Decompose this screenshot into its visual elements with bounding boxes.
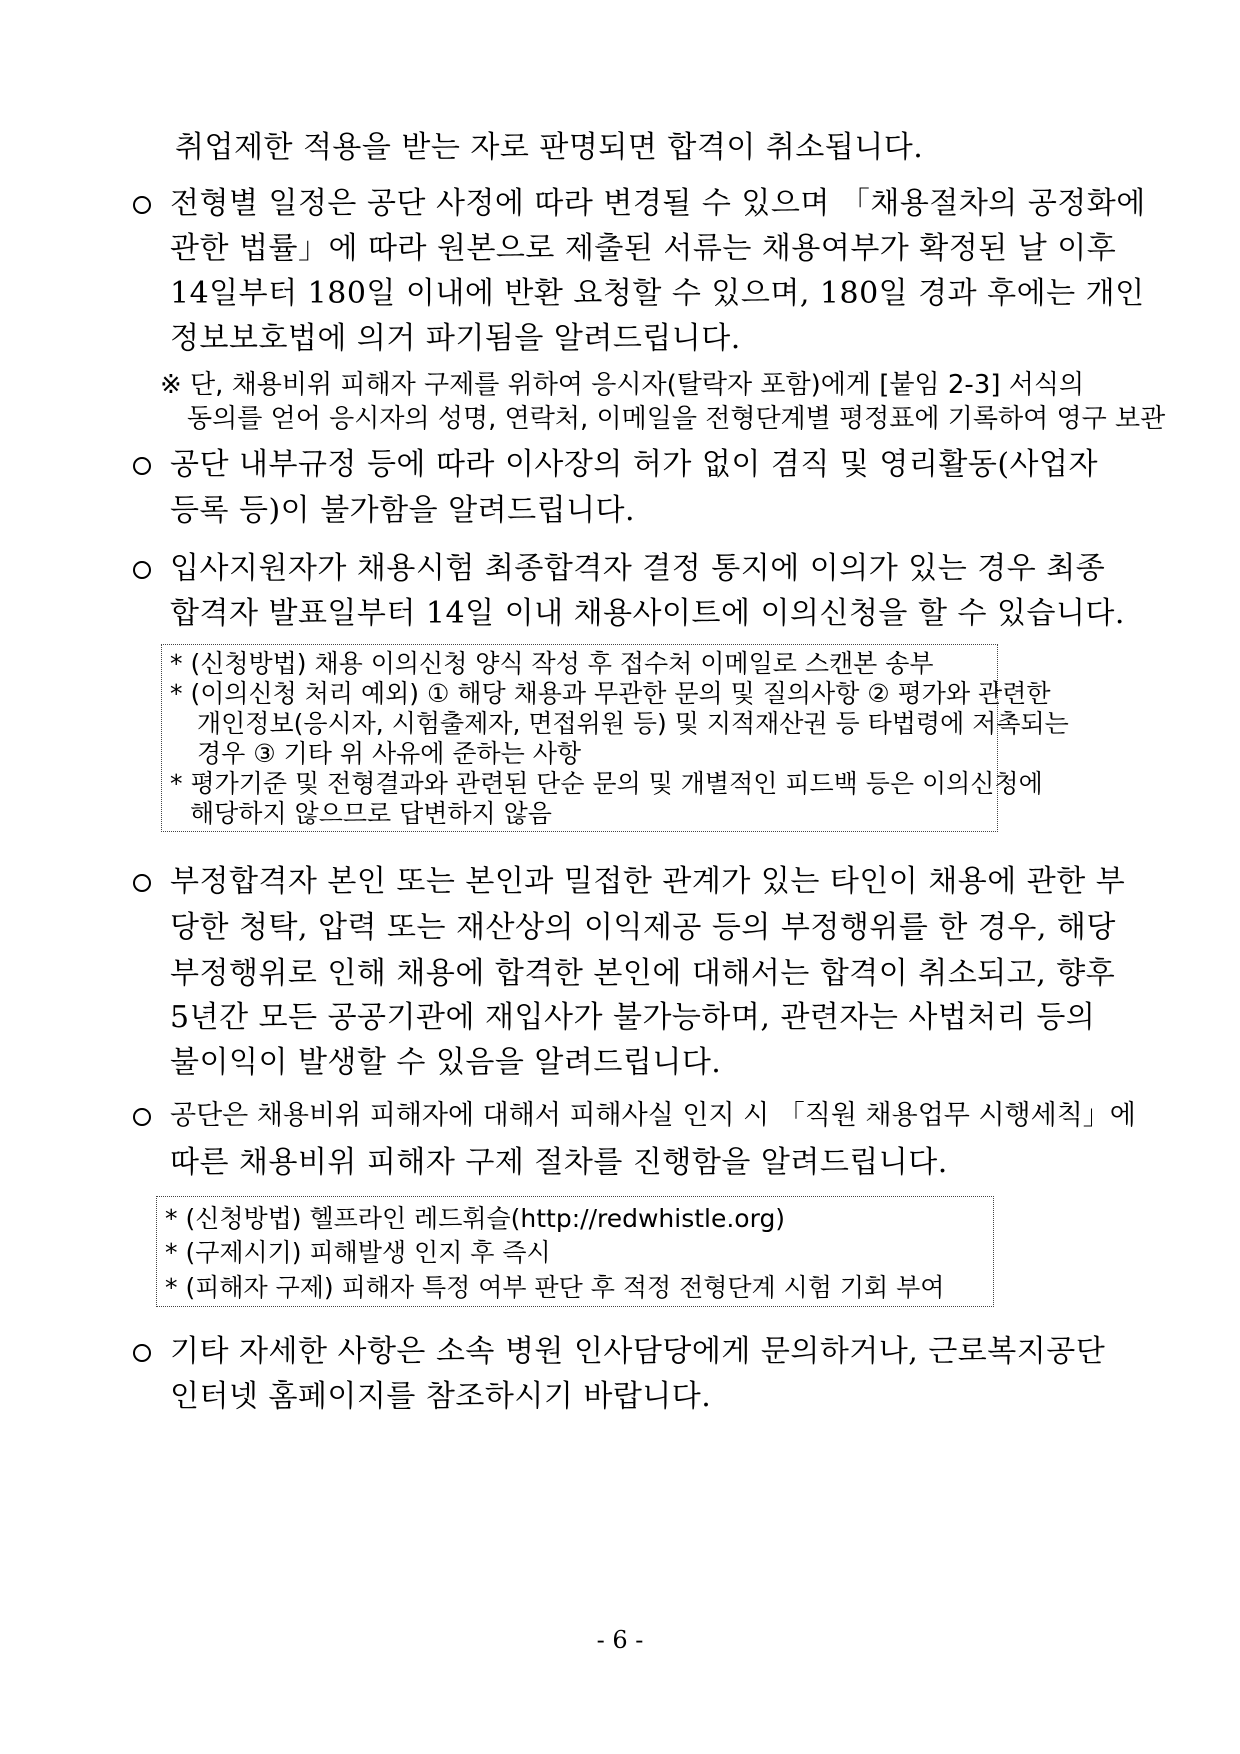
- paragraph-line: 부정행위로 인해 채용에 합격한 본인에 대해서는 합격이 취소되고, 향후: [170, 956, 1116, 991]
- circle-bullet-icon: [133, 1344, 151, 1362]
- circle-bullet-icon: [133, 874, 151, 892]
- paragraph-line: 부정합격자 본인 또는 본인과 밀접한 관계가 있는 타인이 채용에 관한 부: [170, 864, 1126, 899]
- paragraph-line: 합격자 발표일부터 14일 이내 채용사이트에 이의신청을 할 수 있습니다.: [170, 596, 1125, 631]
- paragraph-line: 정보보호법에 의거 파기됨을 알려드립니다.: [170, 321, 741, 356]
- paragraph-line: 5년간 모든 공공기관에 재입사가 불가능하며, 관련자는 사법처리 등의: [170, 1000, 1096, 1035]
- paragraph-line: 불이익이 발생할 수 있음을 알려드립니다.: [170, 1045, 722, 1080]
- paragraph-line: 당한 청탁, 압력 또는 재산상의 이익제공 등의 부정행위를 한 경우, 해당: [170, 910, 1116, 945]
- circle-bullet-icon: [133, 457, 151, 475]
- box-line: 해당하지 않으므로 답변하지 않음: [190, 799, 552, 828]
- box-line: * (이의신청 처리 예외) ① 해당 채용과 무관한 문의 및 질의사항 ② 평가와 관련한: [170, 679, 1051, 708]
- paragraph-line: 기타 자세한 사항은 소속 병원 인사담당에게 문의하거나, 근로복지공단: [170, 1334, 1106, 1369]
- box-line: * 평가기준 및 전형결과와 관련된 단순 문의 및 개별적인 피드백 등은 이의신청에: [170, 769, 1043, 798]
- paragraph-line: 입사지원자가 채용시험 최종합격자 결정 통지에 이의가 있는 경우 최종: [170, 551, 1106, 586]
- note-line: ※ 단, 채용비위 피해자 구제를 위하여 응시자(탈락자 포함)에게 [붙임 2-3] 서식의: [160, 370, 1085, 400]
- paragraph-line: 14일부터 180일 이내에 반환 요청할 수 있으며, 180일 경과 후에는 개인: [170, 276, 1145, 311]
- paragraph-line: 취업제한 적용을 받는 자로 판명되면 합격이 취소됩니다.: [175, 130, 924, 165]
- box-line: 개인정보(응시자, 시험출제자, 면접위원 등) 및 지적재산권 등 타법령에 저촉되는: [197, 709, 1069, 738]
- box-line: * (신청방법) 헬프라인 레드휘슬(http://redwhistle.org): [165, 1204, 786, 1233]
- paragraph-line: 공단 내부규정 등에 따라 이사장의 허가 없이 겸직 및 영리활동(사업자: [170, 447, 1098, 482]
- paragraph-line: 따른 채용비위 피해자 구제 절차를 진행함을 알려드립니다.: [170, 1145, 948, 1180]
- page-number: - 6 -: [596, 1626, 644, 1654]
- note-line: 동의를 얻어 응시자의 성명, 연락처, 이메일을 전형단계별 평정표에 기록하여 영구 보관: [187, 404, 1166, 434]
- box-line: * (피해자 구제) 피해자 특정 여부 판단 후 적정 전형단계 시험 기회 부여: [165, 1273, 945, 1302]
- paragraph-line: 등록 등)이 불가함을 알려드립니다.: [170, 493, 636, 528]
- box-line: 경우 ③ 기타 위 사유에 준하는 사항: [197, 739, 582, 768]
- circle-bullet-icon: [133, 561, 151, 579]
- paragraph-line: 관한 법률」에 따라 원본으로 제출된 서류는 채용여부가 확정된 날 이후: [170, 231, 1117, 266]
- paragraph-line: 전형별 일정은 공단 사정에 따라 변경될 수 있으며 「채용절차의 공정화에: [170, 186, 1146, 221]
- box-line: * (신청방법) 채용 이의신청 양식 작성 후 접수처 이메일로 스캔본 송부: [170, 649, 934, 678]
- paragraph-line: 공단은 채용비위 피해자에 대해서 피해사실 인지 시 「직원 채용업무 시행세칙」에: [170, 1100, 1136, 1131]
- circle-bullet-icon: [133, 1108, 151, 1126]
- paragraph-line: 인터넷 홈페이지를 참조하시기 바랍니다.: [170, 1379, 712, 1414]
- box-line: * (구제시기) 피해발생 인지 후 즉시: [165, 1238, 551, 1267]
- circle-bullet-icon: [133, 196, 151, 214]
